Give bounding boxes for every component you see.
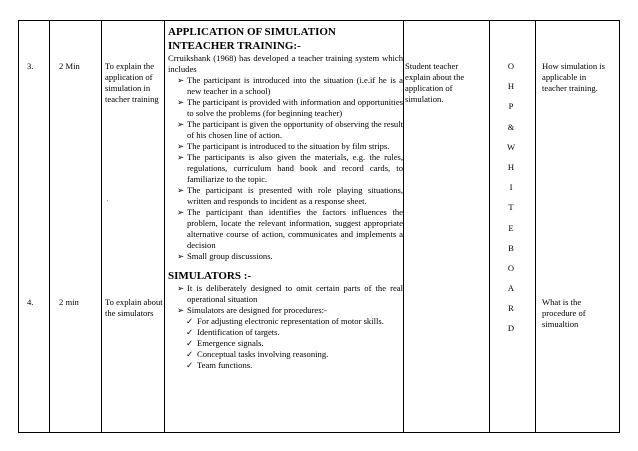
row-4-evaluation: What is the procedure of simualtion [542, 297, 586, 329]
column-divider [535, 21, 536, 432]
row-3-activity: Student teacher explain about the application of simulation. [405, 61, 465, 104]
list-item: ✓ Team functions. [186, 360, 253, 370]
list-item: ➢ The participant is given the opportunity of observing the result of his chosen line of action. [177, 119, 403, 140]
column-divider [403, 21, 404, 432]
row-4-number: 4. [27, 297, 34, 307]
intro-text: Crruikshank (1968) has developed a teacher training system which includes [168, 53, 403, 74]
list-item: ➢ It is deliberately designed to omit certain parts of the real operational situation [177, 283, 403, 304]
check-bullet-icon: ✓ [186, 316, 194, 326]
arrow-bullet-icon: ➢ [177, 283, 185, 293]
list-item: ✓ Conceptual tasks involving reasoning. [186, 349, 329, 359]
lesson-plan-table [18, 20, 620, 433]
list-item: ➢ The participant than identifies the factors influences the problem, locate the relevant information, suggest appropriate alternative course of action, communicates and implements a decision [177, 207, 403, 250]
arrow-bullet-icon: ➢ [177, 207, 185, 217]
column-divider [49, 21, 50, 432]
list-item: ➢ The participant is presented with role playing situations, written and responds to incident as a response sheet. [177, 185, 403, 206]
list-item: ✓ Emergence signals. [186, 338, 264, 348]
check-bullet-icon: ✓ [186, 349, 194, 359]
letter: D [507, 323, 515, 334]
list-item: ➢ The participant is introduced into the situation (i.e.if he is a new teacher in a school) [177, 75, 403, 96]
arrow-bullet-icon: ➢ [177, 251, 185, 261]
letter: R [508, 303, 514, 314]
training-points-list [168, 75, 403, 262]
letter: P [508, 101, 514, 112]
simulator-points-list [168, 283, 403, 316]
letter: W [506, 141, 516, 152]
vertical-letters [497, 61, 525, 344]
section-title: APPLICATION OF SIMULATION INTEACHER TRAINING:- [168, 26, 336, 52]
letter: E [508, 222, 514, 233]
simulators-title: SIMULATORS :- [168, 270, 252, 282]
check-bullet-icon: ✓ [186, 338, 194, 348]
arrow-bullet-icon: ➢ [177, 185, 185, 195]
letter: O [507, 61, 515, 71]
letter: H [507, 81, 515, 92]
arrow-bullet-icon: ➢ [177, 141, 185, 151]
row-4-time: 2 min [59, 297, 79, 307]
list-item: ➢ The participant is provided with information and opportunities to solve the problems (for beginning teacher) [177, 97, 403, 118]
arrow-bullet-icon: ➢ [177, 305, 185, 315]
letter: I [509, 182, 513, 193]
letter: O [507, 262, 515, 273]
check-bullet-icon: ✓ [186, 327, 194, 337]
arrow-bullet-icon: ➢ [177, 119, 185, 129]
row-3-objective: To explain the application of simulation in teacher training [105, 61, 159, 104]
stray-dot: . [107, 197, 109, 203]
check-bullet-icon: ✓ [186, 360, 194, 370]
arrow-bullet-icon: ➢ [177, 152, 185, 162]
list-item: ➢ Small group discussions. [177, 251, 273, 261]
row-3-number: 3. [27, 61, 34, 71]
teaching-content [168, 25, 403, 371]
list-item: ➢ The participants is also given the materials, e.g. the rules, regulations, curriculum hand book and record cards, to familiarize to the topic. [177, 152, 403, 184]
arrow-bullet-icon: ➢ [177, 75, 185, 85]
row-4-objective: To explain about the simulators [105, 297, 163, 318]
letter: B [508, 242, 514, 253]
list-item: ➢ The participant is introduced to the situation by film strips. [177, 141, 390, 151]
column-divider [101, 21, 102, 432]
arrow-bullet-icon: ➢ [177, 97, 185, 107]
procedure-points-list [168, 316, 403, 371]
column-divider [164, 21, 165, 432]
letter: H [507, 161, 515, 172]
letter: T [508, 202, 514, 213]
letter: A [507, 283, 515, 294]
row-3-evaluation: How simulation is applicable in teacher training. [542, 61, 606, 93]
letter: & [507, 121, 515, 132]
column-divider [489, 21, 490, 432]
list-item: ➢ Simulators are designed for procedures:- [177, 305, 327, 315]
row-3-time: 2 Min [59, 61, 80, 71]
list-item: ✓ Identification of targets. [186, 327, 280, 337]
list-item: ✓ For adjusting electronic representation of motor skills. [186, 316, 384, 326]
